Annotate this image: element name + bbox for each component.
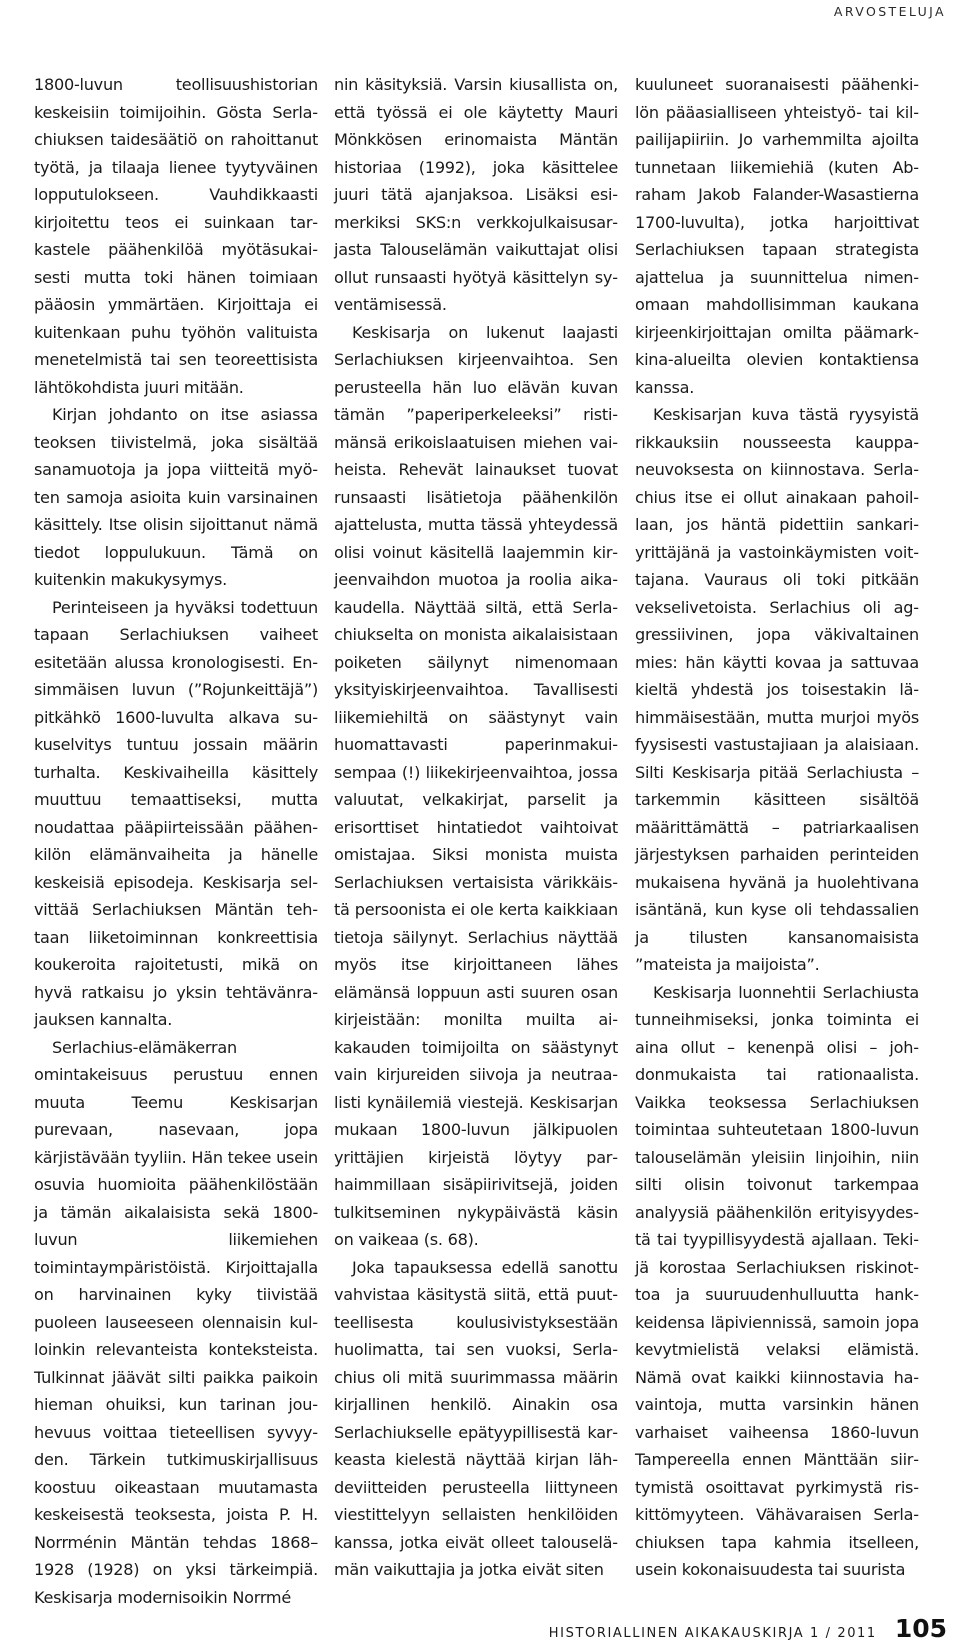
paragraph: Joka tapauksessa edellä sanottu vahvistaa käsitystä siitä, että puutteellisesta koulusivistyksestään huolimatta, tai sen vuoksi, Serlachius oli mitä suurimmassa määrin kirjallinen henkilö. Ainakin osa Serlachiukselle epätyypillisestä karkeasta kielestä näyttää kirjan lähdeviitteiden perusteella liittyneen viestittelyyn sellaisten henkilöiden kanssa, jotka eivät olleet talouselämän vaikuttajia ja jotka eivät siten <box>334 1257 618 1579</box>
paragraph: Keskisarja luonnehtii Serlachiusta tunneihmiseksi, jonka toiminta ei aina ollut – kenenpä olisi – johdonmukaista tai rationaalista. Vaikka teoksessa Serlachiuksen toimintaa suhteutetaan 1800-luvun talouselämän yleisiin linjoihin, niin silti olisin toivonut tarkempaa analyysiä päähenkilön erityisyydestä tai tyypillisyydestä ajallaan. Tekijä korostaa Serlachiuksen riskinottoa ja suuruudenhulluutta hankkeidensa läpiviennissä, samoin jopa kevytmielistä velaksi elämistä. Nämä ovat kaikki kiinnostavia havaintoja, mutta varsinkin hänen varhaiset vaiheensa 1860-luvun Tampereella ennen Mänttään siirtymistä osoittavat pyrkimystä riskittömyyteen. Vähävaraisen Serlachiuksen tapa kahmia itselleen, usein kokonaisuudesta tai suurista <box>635 982 919 1579</box>
page-number: 105 <box>894 1614 947 1643</box>
paragraph: Keskisarjan kuva tästä ryysyistä rikkauksiin nousseesta kauppaneuvoksesta on kiinnostava. Serlachius itse ei ollut ainakaan pahoillaan, jos häntä pidettiin sankariyrittäjänä ja vastoinkäymisten voittajana. Vauraus oli toki pitkään vekselivetoista. Serlachius oli aggressiivinen, jopa väkivaltainen mies: hän käytti kovaa ja sattuvaa kieltä yhdestä jos toisestakin lähimmäisestään, mutta murjoi myös fyysisesti vastustajiaan ja alaisiaan. Silti Keskisarja pitää Serlachiusta – tarkemmin käsitteen sisältöä määrittämättä – patriarkaalisen järjestyksen parhaiden perinteiden mukaisena hyvänä ja huolehtivana isäntänä, kun kyse oli tehdassalien ja tilusten kansanomaisista ”mateista ja maijoista”. <box>635 405 919 974</box>
text-column-2 <box>334 71 618 1584</box>
journal-name: HISTORIALLINEN AIKAKAUSKIRJA 1 / 2011 <box>548 1626 877 1641</box>
paragraph: 1800-luvun teollisuushistorian keskeisiin toimijoihin. Gösta Serlachiuksen taidesäätiö on rahoittanut työtä, ja tilaaja lienee tyytyväinen lopputulokseen. Vauhdikkaasti kirjoitettu teos ei suinkaan tarkastele päähenkilöä myötäsukaisesti mutta toki hänen toimiaan pääosin ymmärtäen. Kirjoittaja ei kuitenkaan puhu työhön valituista menetelmistä tai sen teoreettisista lähtökohdista juuri mitään. <box>34 75 318 397</box>
page-footer <box>549 1614 947 1643</box>
running-head-section: ARVOSTELUJA <box>833 4 946 19</box>
paragraph: Keskisarja on lukenut laajasti Serlachiuksen kirjeenvaihtoa. Sen perusteella hän luo elävän kuvan tämän ”paperiperkeleeksi” ristimänsä erikoislaatuisen miehen vaiheista. Rehevät lainaukset tuovat runsaasti lisätietoja päähenkilön ajattelusta, mutta tässä yhteydessä olisi voinut käsitellä laajemmin kirjeenvaihdon muotoa ja roolia aikakaudella. Näyttää siltä, että Serlachiukselta on monista aikalaisistaan poiketen säilynyt nimenomaan yksityiskirjeenvaihtoa. Tavallisesti liikemiehiltä on säästynyt vain huomattavasti paperinmakuisempaa (!) liikekirjeenvaihtoa, jossa valuutat, velkakirjat, parselit ja erisorttiset hintatiedot vaihtoivat omistajaa. Siksi monista muista Serlachiuksen vertaisista värikkäistä persoonista ei ole kerta kaikkiaan tietoja säilynyt. Serlachius näyttää myös itse kirjoittaneen lähes elämänsä loppuun asti suuren osan kirjeistään: monilta muilta aikakauden toimijoilta on säästynyt vain kirjureiden siivoja ja neutraalisti kynäilemiä viestejä. Keskisarjan mukaan 1800-luvun jälkipuolen yrittäjien kirjeistä löytyy parhaimmillaan sisäpiirivitsejä, joiden tulkitseminen nykypäivästä käsin on vaikeaa (s. 68). <box>334 322 618 1249</box>
paragraph: kuuluneet suoranaisesti päähenkilön pääasialliseen yhteistyö- tai kilpailijapiiriin. Jo varhemmilta ajoilta tunnetaan liikemiehiä (kuten Abraham Jakob Falander-Wasastierna 1700-luvulta), jotka harjoittivat Serlachiuksen tapaan strategista ajattelua ja suunnittelua nimenomaan mahdollisimman kaukana kirjeenkirjoittajan omilta päämarkkina-alueilta olevien kontaktiensa kanssa. <box>635 75 919 397</box>
text-column-3 <box>635 71 919 1584</box>
paragraph: nin käsityksiä. Varsin kiusallista on, että työssä ei ole käytetty Mauri Mönkkösen erinomaista Mäntän historiaa (1992), joka käsittelee juuri tätä ajanjaksoa. Lisäksi esimerkiksi SKS:n verkkojulkaisusarjasta Talouselämän vaikuttajat olisi ollut runsaasti hyötyä käsittelyn syventämisessä. <box>334 75 618 314</box>
paragraph: Serlachius-elämäkerran omintakeisuus perustuu ennen muuta Teemu Keskisarjan purevaan, nasevaan, jopa kärjistävään tyyliin. Hän tekee usein osuvia huomioita päähenkilöstään ja tämän aikalaisista sekä 1800-luvun liikemiehen toimintaympäristöistä. Kirjoittajalla on harvinainen kyky tiivistää puoleen lauseeseen olennaisin kulloinkin relevanteista konteksteista. Tulkinnat jäävät silti paikka paikoin hieman ohuiksi, kun tarinan jouhevuus voittaa tieteellisen syvyyden. Tärkein tutkimuskirjallisuus koostuu oikeastaan muutamasta keskeisestä teoksesta, joista P. H. Norrménin Mäntän tehdas 1868–1928 (1928) on yksi tärkeimpiä. Keskisarja modernisoikin Norrmé <box>34 1037 318 1607</box>
text-column-1 <box>34 71 318 1611</box>
paragraph: Kirjan johdanto on itse asiassa teoksen tiivistelmä, joka sisältää sanamuotoja ja jopa viitteitä myöten samoja asioita kuin varsinainen käsittely. Itse olisin sijoittanut nämä tiedot loppulukuun. Tämä on kuitenkin makukysymys. <box>34 405 318 589</box>
paragraph: Perinteiseen ja hyväksi todettuun tapaan Serlachiuksen vaiheet esitetään alussa kronologisesti. Ensimmäisen luvun (”Rojunkeittäjä”) pitkähkö 1600-luvulta alkava sukuselvitys tuntuu jossain määrin turhalta. Keskivaiheilla käsittely muuttuu temaattiseksi, mutta noudattaa pääpiirteissään päähenkilön elämänvaiheita ja hänelle keskeisiä episodeja. Keskisarja selvittää Serlachiuksen Mäntän tehtaan liiketoiminnan konkreettisia koukeroita rajoitetusti, mikä on hyvä ratkaisu jo yksin tehtävänrajauksen kannalta. <box>34 597 318 1029</box>
